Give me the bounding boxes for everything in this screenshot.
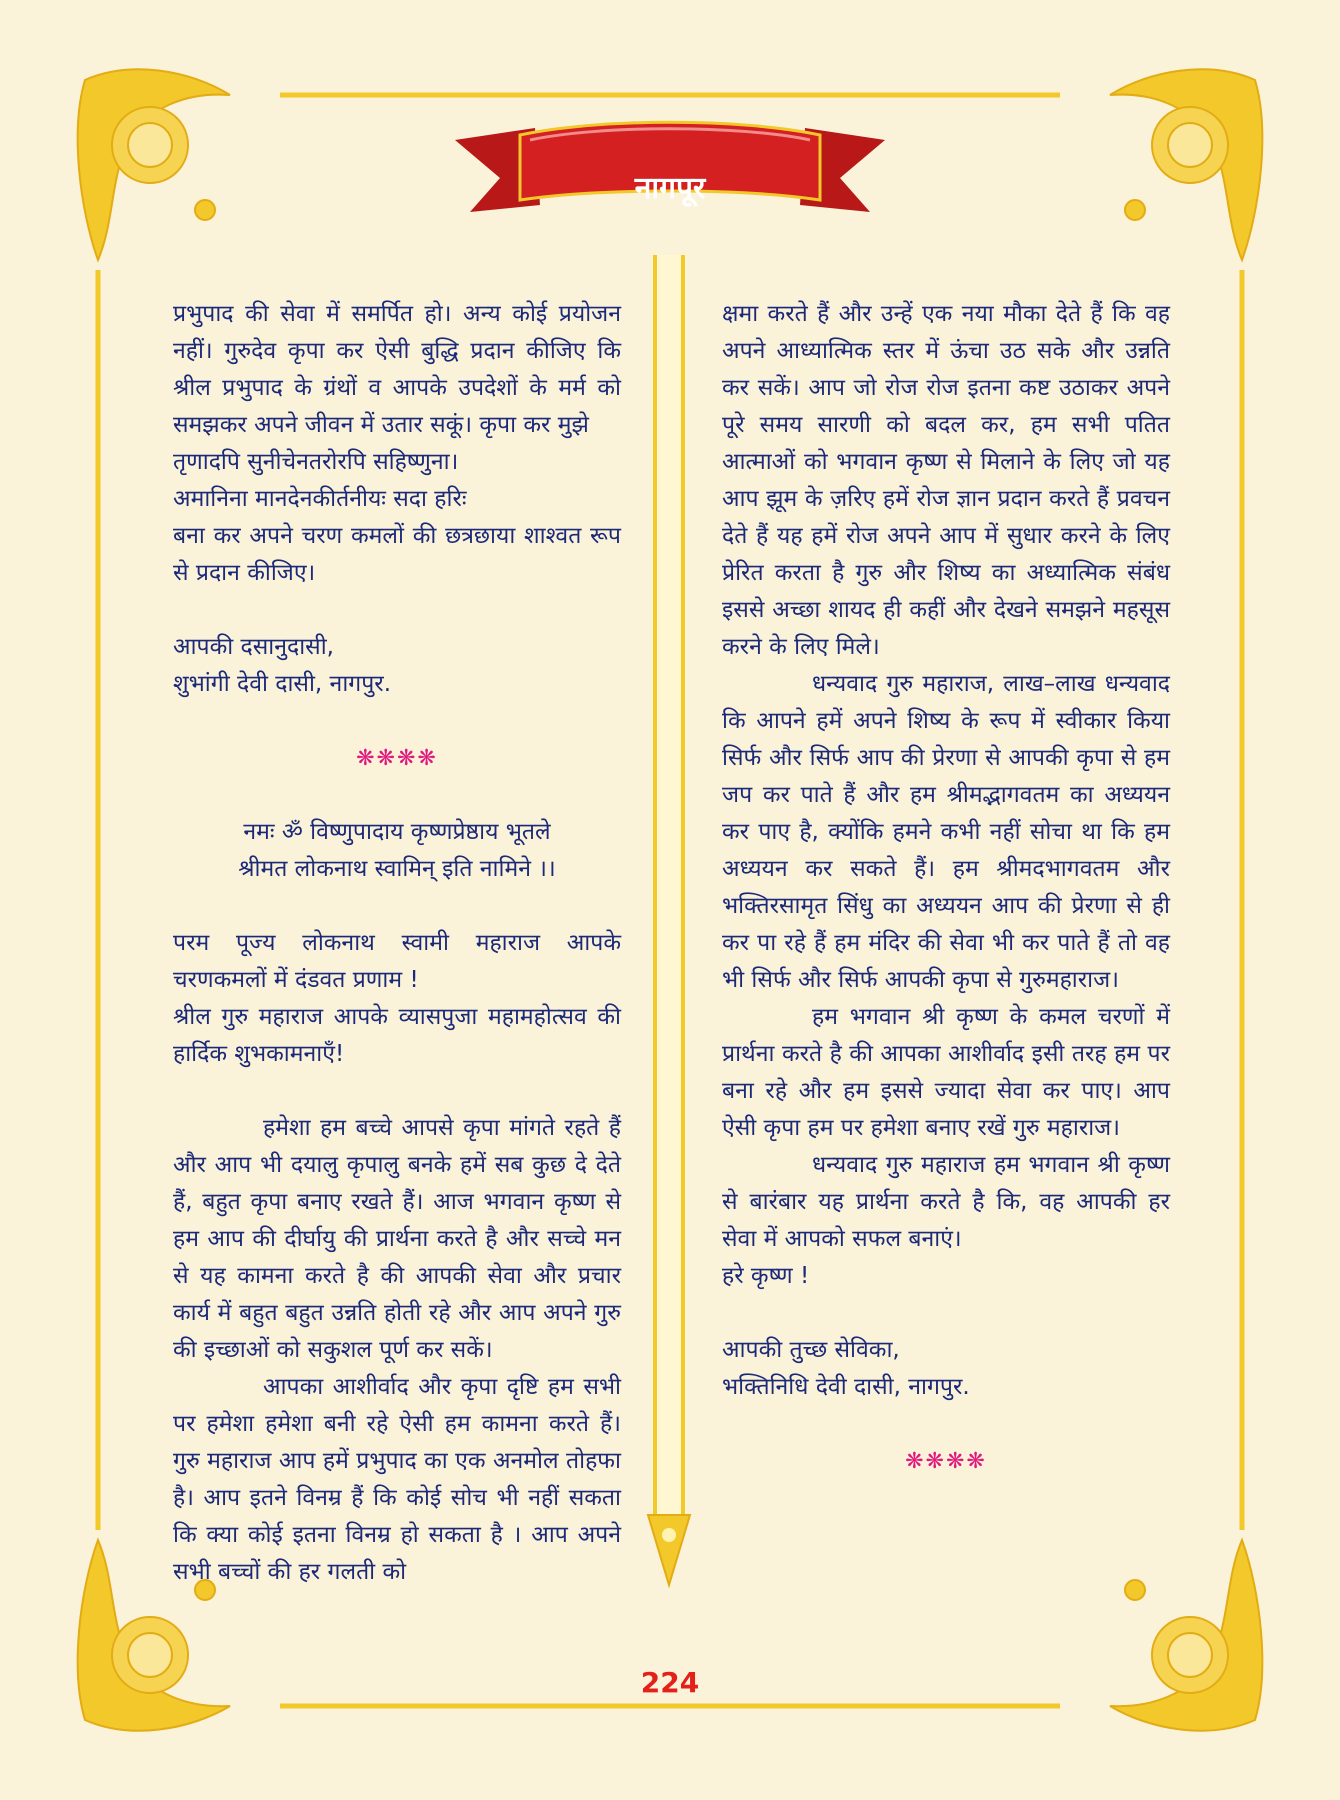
- paragraph: श्रील गुरु महाराज आपके व्यासपुजा महामहोत्सव की हार्दिक शुभकामनाएँ!: [173, 1004, 621, 1067]
- paragraph: परम पूज्य लोकनाथ स्वामी महाराज आपके चरणकमलों में दंडवत प्रणाम !: [173, 930, 621, 993]
- mantra-line: नमः ॐ विष्णुपादाय कृष्णप्रेष्ठाय भूतले: [243, 819, 551, 845]
- signature-line: आपकी तुच्छ सेविका,: [722, 1337, 900, 1363]
- corner-ornament-bottom-right: [1110, 1540, 1262, 1731]
- corner-ornament-top-left: [78, 69, 230, 260]
- paragraph: हरे कृष्ण !: [722, 1263, 810, 1289]
- paragraph: हम भगवान श्री कृष्ण के कमल चरणों में प्रार्थना करते है की आपका आशीर्वाद इसी तरह हम पर बना रहे और हम इससे ज्यादा सेवा कर पाए। आप ऐसी कृपा हम पर हमेशा बनाए रखें गुरु महाराज।: [722, 1004, 1170, 1141]
- page-title: नागपूर: [634, 171, 706, 206]
- paragraph: धन्यवाद गुरु महाराज हम भगवान श्री कृष्ण से बारंबार यह प्रार्थना करते है कि, वह आपकी हर सेवा में आपको सफल बनाएं।: [722, 1152, 1170, 1252]
- signature-line: शुभांगी देवी दासी, नागपुर.: [173, 671, 392, 697]
- left-column: [173, 296, 621, 1591]
- paragraph: हमेशा हम बच्चे आपसे कृपा मांगते रहते हैं और आप भी दयालु कृपालु बनके हमें सब कुछ दे देते हैं, बहुत कृपा बनाए रखते हैं। आज भगवान कृष्ण से हम आप की दीर्घायु की प्रार्थना करते है और सच्चे मन से यह कामना करते है की आपकी सेवा और प्रचार कार्य में बहुत बहुत उन्नति होती रहे और आप अपने गुरु की इच्छाओं को सकुशल पूर्ण कर सकें।: [173, 1115, 621, 1363]
- paragraph: प्रभुपाद की सेवा में समर्पित हो। अन्य कोई प्रयोजन नहीं। गुरुदेव कृपा कर ऐसी बुद्धि प्रदान कीजिए कि श्रील प्रभुपाद के ग्रंथों व आपके उपदेशों के मर्म को समझकर अपने जीवन में उतार सकूं। कृपा कर मुझे: [173, 301, 621, 438]
- signature-line: आपकी दसानुदासी,: [173, 634, 334, 660]
- mantra-line: श्रीमत लोकनाथ स्वामिन् इति नामिने ।।: [238, 856, 556, 882]
- paragraph: क्षमा करते हैं और उन्हें एक नया मौका देते हैं कि वह अपने आध्यात्मिक स्तर में ऊंचा उठ सके और उन्नति कर सकें। आप जो रोज रोज इतना कष्ट उठाकर अपने पूरे समय सारणी को बदल कर, हम सभी पतित आत्माओं को भगवान कृष्ण से मिलाने के लिए जो यह आप झूम के ज़रिए हमें रोज ज्ञान प्रदान करते हैं प्रवचन देते हैं यह हमें रोज अपने आप में सुधार करने के लिए प्रेरित करता है गुरु और शिष्य का अध्यात्मिक संबंध इससे अच्छा शायद ही कहीं और देखने समझने महसूस करने के लिए मिले।: [722, 301, 1170, 660]
- verse-line: तृणादपि सुनीचेनतरोरपि सहिष्णुना।: [173, 449, 459, 475]
- paragraph: बना कर अपने चरण कमलों की छत्रछाया शाश्वत रूप से प्रदान कीजिए।: [173, 523, 621, 586]
- signature-line: भक्तिनिधि देवी दासी, नागपुर.: [722, 1374, 970, 1400]
- column-divider: [648, 255, 690, 1585]
- separator-stars: ❋❋❋❋: [356, 746, 438, 771]
- corner-ornament-top-right: [1110, 69, 1262, 260]
- right-column: [722, 296, 1170, 1480]
- separator-stars: ❋❋❋❋: [905, 1449, 987, 1474]
- paragraph: धन्यवाद गुरु महाराज, लाख–लाख धन्यवाद कि आपने हमें अपने शिष्य के रूप में स्वीकार किया सिर्फ और सिर्फ आप की प्रेरणा से आपकी कृपा से हम जप कर पाते हैं और हम श्रीमद्भागवतम का अध्ययन कर पाए है, क्योंकि हमने कभी नहीं सोचा था कि हम अध्ययन कर सकते हैं। हम श्रीमदभागवतम और भक्तिरसामृत सिंधु का अध्ययन आप की प्रेरणा से ही कर पा रहे हैं हम मंदिर की सेवा भी कर पाते हैं तो वह भी सिर्फ और सिर्फ आपकी कृपा से गुरुमहाराज।: [722, 671, 1170, 993]
- verse-line: अमानिना मानदेनकीर्तनीयः सदा हरिः: [173, 486, 467, 512]
- page-number: 224: [640, 1666, 700, 1699]
- paragraph: आपका आशीर्वाद और कृपा दृष्टि हम सभी पर हमेशा हमेशा बनी रहे ऐसी हम कामना करते हैं। गुरु महाराज आप हमें प्रभुपाद का एक अनमोल तोहफा है। आप इतने विनम्र हैं कि कोई सोच भी नहीं सकता कि क्या कोई इतना विनम्र हो सकता है । आप अपने सभी बच्चों की हर गलती को: [173, 1374, 621, 1585]
